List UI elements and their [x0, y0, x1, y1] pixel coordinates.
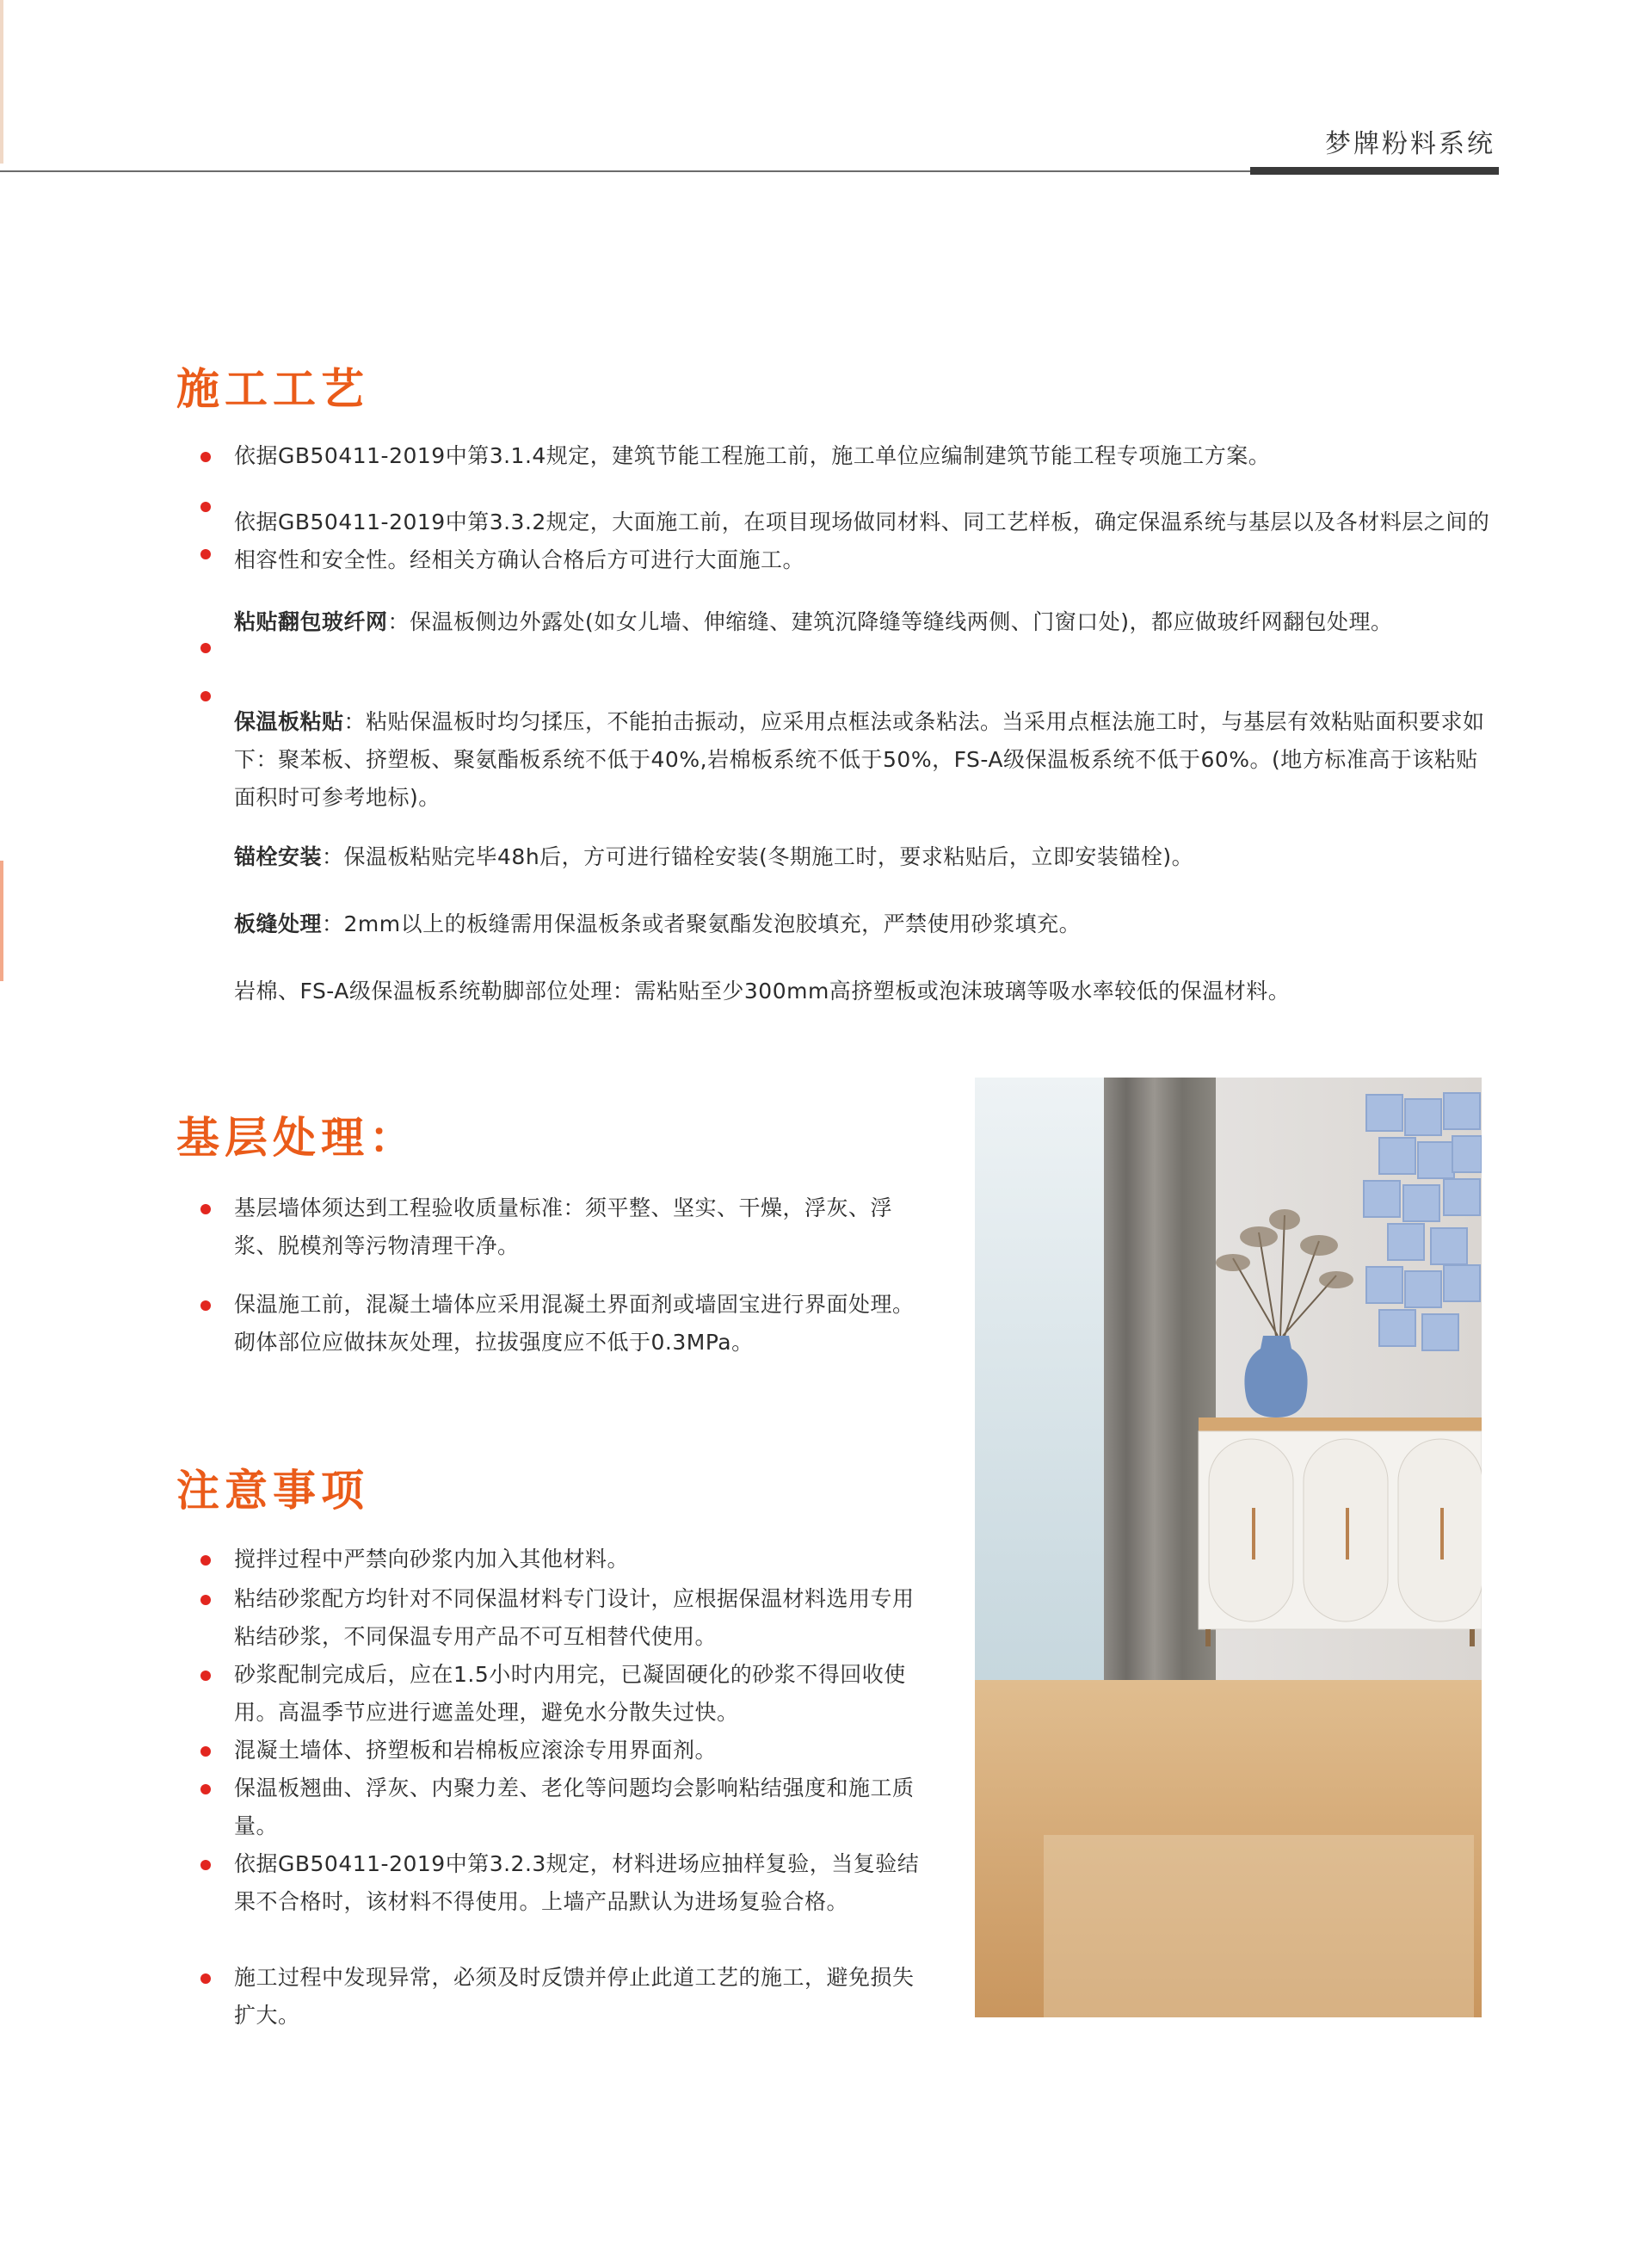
paragraph: 依据GB50411-2019中第3.1.4规定，建筑节能工程施工前，施工单位应编制建筑节能工程专项施工方案。: [234, 443, 1271, 468]
bullet-dot: [200, 452, 211, 462]
bullet-dot: [200, 1204, 211, 1214]
brand-title: 梦牌粉料系统: [1325, 129, 1495, 159]
bullet-dot: [200, 1860, 211, 1870]
list-item: 保温板翘曲、浮灰、内聚力差、老化等问题均会影响粘结强度和施工质量。: [234, 1776, 915, 1838]
edge-decoration: [0, 861, 3, 981]
bullet-dot: [200, 502, 211, 512]
list-item: 保温施工前，混凝土墙体应采用混凝土界面剂或墙固宝进行界面处理。砌体部位应做抹灰处理，拉拔强度应不低于0.3MPa。: [234, 1292, 915, 1355]
interior-illustration: [975, 1078, 1482, 2017]
list-item: 砂浆配制完成后，应在1.5小时内用完，已凝固硬化的砂浆不得回收使用。高温季节应进行遮盖处理，避免水分散失过快。: [234, 1662, 906, 1725]
paragraph-label: 粘贴翻包玻纤网: [234, 609, 388, 634]
list-item: 粘结砂浆配方均针对不同保温材料专门设计，应根据保温材料选用专用粘结砂浆，不同保温专用产品不可互相替代使用。: [234, 1586, 915, 1649]
list-item: 混凝土墙体、挤塑板和岩棉板应滚涂专用界面剂。: [234, 1738, 718, 1763]
bullet-dot: [200, 643, 211, 653]
edge-decoration: [0, 0, 3, 164]
list-item: 基层墙体须达到工程验收质量标准：须平整、坚实、干燥，浮灰、浮浆、脱模剂等污物清理干净。: [234, 1195, 893, 1258]
paragraph: 岩棉、FS-A级保温板系统勒脚部位处理：需粘贴至少300mm高挤塑板或泡沫玻璃等吸水率较低的保温材料。: [234, 979, 1291, 1004]
paragraph-label: 锚栓安装: [234, 844, 323, 869]
list-item: 依据GB50411-2019中第3.2.3规定，材料进场应抽样复验，当复验结果不合格时，该材料不得使用。上墙产品默认为进场复验合格。: [234, 1851, 920, 1914]
section-title-base-treatment: 基层处理：: [176, 1113, 417, 1163]
bullet-dot: [200, 1671, 211, 1681]
paragraph: 锚栓安装：保温板粘贴完毕48h后，方可进行锚栓安装(冬期施工时，要求粘贴后，立即安装锚栓)。: [234, 844, 1194, 869]
bullet-dot: [200, 1300, 211, 1311]
paragraph-label: 保温板粘贴: [234, 709, 344, 734]
section-title-construction: 施工工艺: [176, 364, 369, 414]
bullet-dot: [200, 691, 211, 701]
bullet-dot: [200, 549, 211, 559]
section-title-precautions: 注意事项: [176, 1466, 369, 1516]
list-item: 施工过程中发现异常，必须及时反馈并停止此道工艺的施工，避免损失扩大。: [234, 1965, 915, 2028]
paragraph-label: 板缝处理: [234, 911, 323, 936]
paragraph: 板缝处理：2mm以上的板缝需用保温板条或者聚氨酯发泡胶填充，严禁使用砂浆填充。: [234, 911, 1082, 936]
bullet-dot: [200, 1746, 211, 1757]
bullet-dot: [200, 1973, 211, 1984]
list-item: 搅拌过程中严禁向砂浆内加入其他材料。: [234, 1547, 630, 1572]
paragraph: 粘贴翻包玻纤网：保温板侧边外露处(如女儿墙、伸缩缝、建筑沉降缝等缝线两侧、门窗口处)，都应做玻纤网翻包处理。: [234, 609, 1393, 634]
paragraph: 保温板粘贴：粘贴保温板时均匀揉压，不能拍击振动，应采用点框法或条粘法。当采用点框法施工时，与基层有效粘贴面积要求如下：聚苯板、挤塑板、聚氨酯板系统不低于40%,岩棉板系统不低于50%，FS-A级保温板系统不低于60%。(地方标准高于该粘贴面积时可参考地标)。: [234, 709, 1485, 810]
header-rule-accent: [1250, 167, 1499, 175]
bullet-dot: [200, 1784, 211, 1794]
bullet-dot: [200, 1555, 211, 1566]
bullet-dot: [200, 1595, 211, 1605]
paragraph: 依据GB50411-2019中第3.3.2规定，大面施工前，在项目现场做同材料、同工艺样板，确定保温系统与基层以及各材料层之间的相容性和安全性。经相关方确认合格后方可进行大面施工。: [234, 510, 1490, 572]
interior-photo: [975, 1078, 1482, 2017]
